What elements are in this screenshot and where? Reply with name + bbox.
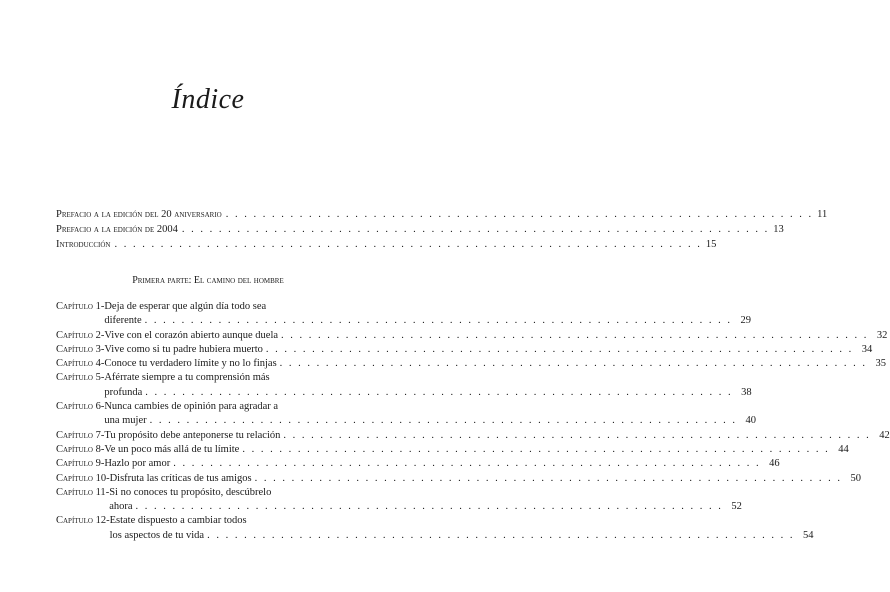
chapter-number: Capítulo 8 <box>56 443 101 455</box>
chapter-title <box>110 472 861 486</box>
chapter-list <box>56 300 890 543</box>
front-matter-entry <box>56 239 717 254</box>
chapter-dash: - <box>100 372 105 384</box>
dot-leader <box>242 443 829 457</box>
chapter-title-line: Hazlo por amor <box>104 458 171 470</box>
chapter-dash: - <box>106 472 110 484</box>
entry-page: 15 <box>705 239 717 250</box>
entry-page: 13 <box>773 224 784 235</box>
chapter-dash: - <box>106 515 110 527</box>
chapter-dash: - <box>100 329 105 341</box>
dot-leader <box>114 239 701 250</box>
chapter-title-last <box>109 500 742 514</box>
dot-leader <box>150 414 737 428</box>
chapter-title-line: Conoce tu verdadero límite y no lo finjas <box>104 358 277 370</box>
chapter-title <box>109 486 742 515</box>
chapter-title-last <box>104 357 886 371</box>
chapter-title-line: Vive como si tu padre hubiera muerto <box>104 343 263 355</box>
chapter-title-last <box>110 472 861 486</box>
chapter-number: Capítulo 1 <box>56 301 101 312</box>
chapter-title-line: los aspectos de tu vida <box>109 529 205 541</box>
chapter-number: Capítulo 12 <box>56 515 107 527</box>
chapter-title-line: Tu propósito debe anteponerse tu relación <box>104 429 281 441</box>
chapter-title-last <box>104 343 872 357</box>
dot-leader <box>173 457 760 471</box>
entry-page: 11 <box>817 209 828 220</box>
chapter-entry <box>56 514 814 543</box>
chapter-title-line: profunda <box>104 386 143 398</box>
chapter-title-last <box>104 457 779 471</box>
chapter-page: 40 <box>745 415 756 427</box>
dot-leader <box>226 209 813 220</box>
dot-leader <box>266 343 853 357</box>
chapter-title <box>104 357 886 371</box>
chapter-title-line: una mujer <box>104 415 147 427</box>
chapter-title-last <box>104 429 889 443</box>
chapter-dash: - <box>100 458 105 470</box>
chapter-dash: - <box>105 486 110 498</box>
chapter-title-last <box>104 314 751 328</box>
dot-leader <box>255 472 842 486</box>
chapter-title-last <box>104 414 756 428</box>
dot-leader <box>136 500 723 514</box>
chapter-title-last <box>104 386 751 400</box>
chapter-number: Capítulo 7 <box>56 429 101 441</box>
chapter-title-line: Aférrate siempre a tu comprensión más <box>104 372 270 384</box>
front-matter-list <box>56 209 828 254</box>
chapter-page: 35 <box>875 358 887 370</box>
chapter-title <box>104 343 872 357</box>
chapter-entry <box>56 429 890 443</box>
chapter-page: 44 <box>838 443 849 455</box>
chapter-title-line: Disfruta las críticas de tus amigos <box>109 472 252 484</box>
entry-label: Prefacio a la edición de 2004 <box>56 224 178 235</box>
chapter-title-line: diferente <box>104 315 142 327</box>
chapter-entry <box>56 357 887 371</box>
front-matter-entry <box>56 224 784 239</box>
chapter-number: Capítulo 11 <box>56 486 106 498</box>
chapter-entry <box>56 371 752 400</box>
dot-leader <box>207 529 794 543</box>
front-matter-entry <box>56 209 828 224</box>
chapter-entry <box>56 457 780 471</box>
chapter-entry <box>56 400 756 429</box>
entry-label: Prefacio a la edición del 20 aniversario <box>56 209 222 220</box>
chapter-number: Capítulo 4 <box>56 358 101 370</box>
index-title: Índice <box>171 84 245 115</box>
chapter-dash: - <box>100 358 105 370</box>
chapter-dash: - <box>100 443 105 455</box>
chapter-title-line: ahora <box>109 501 133 513</box>
dot-leader <box>145 314 732 328</box>
chapter-page: 54 <box>802 529 814 541</box>
chapter-page: 52 <box>731 501 742 513</box>
chapter-title-line: Nunca cambies de opinión para agradar a <box>104 401 279 413</box>
chapter-number: Capítulo 6 <box>56 401 101 413</box>
chapter-dash: - <box>100 401 105 413</box>
chapter-title-line: Ve un poco más allá de tu límite <box>104 443 240 455</box>
chapter-page: 42 <box>879 429 890 441</box>
chapter-title-last <box>104 443 848 457</box>
chapter-number: Capítulo 10 <box>56 472 107 484</box>
chapter-title-line: Vive con el corazón abierto aunque duela <box>104 329 279 341</box>
dot-leader <box>281 329 868 343</box>
chapter-entry <box>56 300 752 329</box>
chapter-dash: - <box>100 429 105 441</box>
chapter-dash: - <box>100 343 105 355</box>
chapter-title <box>104 329 887 343</box>
chapter-title-last <box>104 329 887 343</box>
chapter-entry <box>56 443 849 457</box>
chapter-entry <box>56 472 861 486</box>
chapter-title <box>104 457 779 471</box>
chapter-number: Capítulo 2 <box>56 329 101 341</box>
chapter-entry <box>56 329 888 343</box>
dot-leader <box>280 357 867 371</box>
chapter-page: 32 <box>876 329 888 341</box>
dot-leader <box>182 224 769 235</box>
part-title: Primera parte: El camino del hombre <box>132 275 284 286</box>
chapter-dash: - <box>100 301 105 312</box>
chapter-page: 50 <box>850 472 861 484</box>
chapter-title <box>104 371 751 400</box>
chapter-title <box>104 443 848 457</box>
chapter-page: 29 <box>740 315 752 327</box>
dot-leader <box>283 429 870 443</box>
chapter-title <box>104 300 751 329</box>
chapter-page: 46 <box>769 458 780 470</box>
chapter-title <box>104 429 889 443</box>
chapter-page: 34 <box>861 343 873 355</box>
chapter-title-last <box>110 529 814 543</box>
chapter-title-line: Deja de esperar que algún día todo sea <box>104 301 267 312</box>
chapter-page: 38 <box>741 386 752 398</box>
entry-label: Introducción <box>56 239 111 250</box>
chapter-number: Capítulo 9 <box>56 458 101 470</box>
chapter-number: Capítulo 5 <box>56 372 101 384</box>
chapter-title <box>110 514 814 543</box>
chapter-number: Capítulo 3 <box>56 343 101 355</box>
chapter-title <box>104 400 756 429</box>
chapter-title-line: Estate dispuesto a cambiar todos <box>109 515 247 527</box>
dot-leader <box>145 386 732 400</box>
chapter-entry <box>56 486 742 515</box>
chapter-title-line: Si no conoces tu propósito, descúbrelo <box>109 486 272 498</box>
chapter-entry <box>56 343 873 357</box>
